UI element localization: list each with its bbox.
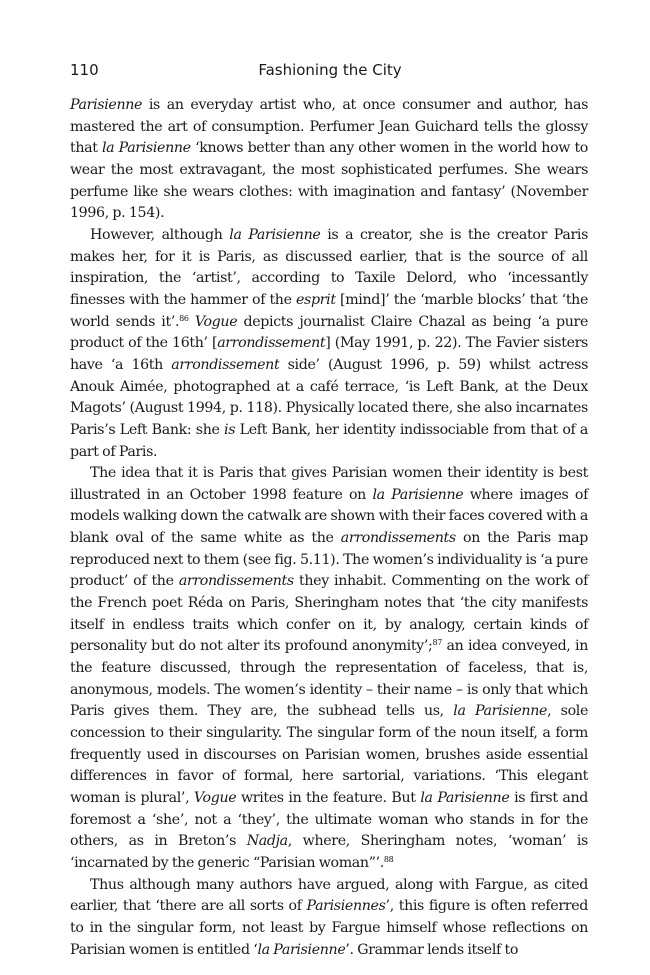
paragraph bbox=[70, 875, 588, 962]
body-text bbox=[70, 95, 588, 961]
italic-text: la Parisienne bbox=[372, 486, 464, 503]
italic-text: la Parisienne bbox=[229, 226, 321, 243]
italic-text: Vogue bbox=[194, 313, 238, 330]
footnote-marker: 86 bbox=[179, 313, 189, 323]
text-run: depicts journalist Claire Chazal as being ‘a pure product of the 16th’ [ bbox=[70, 313, 588, 352]
paragraph bbox=[70, 225, 588, 463]
text-run: side’ (August 1996, p. 59) whilst actress Anouk Aimée, photographed at a café terrace, ‘is Left Bank, at the Deux Magots’ (August 1994, p. 118). Physically located there, she also incarnates Paris’s Left Bank: she bbox=[70, 356, 589, 438]
text-run: an idea conveyed, in the feature discussed, through the representation of faceless, that is, anonymous, models. The women’s identity – their name – is only that which Paris gives them. They are, the subhead tells us, bbox=[70, 638, 589, 720]
italic-text: Parisiennes bbox=[306, 898, 386, 915]
text-run: Left Bank, her identity indissociable from that of a part of Paris. bbox=[70, 421, 588, 460]
text-run: ’, this figure is often referred to in the singular form, not least by Fargue himself whose reflections on Parisian women is entitled ‘ bbox=[70, 898, 588, 958]
text-run: ] (May 1991, p. 22). The Favier sisters have ‘a 16th bbox=[70, 335, 588, 373]
text-run: is first and foremost a ‘she’, not a ‘they’, the ultimate woman who stands in for the others, as in Breton’s bbox=[70, 790, 589, 850]
paragraph bbox=[70, 95, 588, 225]
text-run: where images of models walking down the catwalk are shown with their faces covered with a blank oval of the same white as the bbox=[70, 486, 588, 547]
italic-text: la Parisienne bbox=[420, 790, 510, 806]
italic-text: esprit bbox=[295, 291, 336, 308]
italic-text: arrondissement bbox=[217, 335, 326, 352]
running-title: Fashioning the City bbox=[258, 61, 402, 79]
text-run: is an everyday artist who, at once consumer and author, has mastered the art of consumption. Perfumer Jean Guichard tells the glossy that bbox=[70, 97, 588, 157]
text-run: Thus although many authors have argued, along with Fargue, as cited earlier, that ‘there are all sorts of bbox=[70, 876, 588, 915]
paragraph bbox=[70, 463, 588, 874]
italic-text: arrondissements bbox=[178, 573, 294, 590]
italic-text: la Parisienne bbox=[101, 140, 191, 157]
italic-text: la Parisienne bbox=[257, 941, 346, 958]
italic-text: Parisienne bbox=[70, 97, 143, 113]
text-run: writes in the feature. But bbox=[236, 790, 421, 806]
text-run: they inhabit. Commenting on the work of the French poet Réda on Paris, Sheringham notes that ‘the city manifests itself in endless traits which confer on it, by analogy, certain kinds of personality but do not alter its profound anonymity’; bbox=[70, 573, 588, 655]
text-run: is a creator, she is the creator Paris makes her, for it is Paris, as discussed earlier, that is the source of all inspiration, the ‘artist’, according to Taxile Delord, who ‘incessantly finesses with the hammer of the bbox=[70, 226, 588, 308]
text-run: [mind]’ the ‘marble blocks’ that ‘the world sends it’. bbox=[70, 291, 588, 330]
text-run: The idea that it is Paris that gives Parisian women their identity is best illustrated in an October 1998 feature on bbox=[70, 465, 588, 503]
text-run: ‘knows better than any other women in the world how to wear the most extravagant, the most sophisticated perfumes. She wears perfume like she wears clothes: with imagination and fantasy’ (November 1996, p. 154). bbox=[70, 140, 588, 222]
italic-text: la Parisienne bbox=[453, 703, 548, 720]
text-run: on the Paris map reproduced next to them (see fig. 5.11). The women’s individuality is ‘a pure product’ of the bbox=[70, 530, 588, 590]
italic-text: Vogue bbox=[193, 790, 237, 806]
footnote-marker: 88 bbox=[383, 854, 394, 864]
text-run: , where, Sheringham notes, ‘woman’ is ‘incarnated by the generic “Parisian woman”’. bbox=[70, 833, 588, 871]
text-run: However, although bbox=[90, 226, 230, 243]
italic-text: arrondissements bbox=[340, 530, 456, 547]
page-number: 110 bbox=[70, 61, 99, 79]
footnote-marker: 87 bbox=[432, 638, 442, 648]
italic-text: Nadja bbox=[246, 833, 288, 850]
text-run: , sole concession to their singularity. The singular form of the noun itself, a form frequently used in discourses on Parisian women, brushes aside essential differences in favor of formal, here sartorial, variations. ‘This elegant woman is plural’, bbox=[70, 703, 588, 806]
italic-text: arrondissement bbox=[171, 356, 280, 373]
italic-text: is bbox=[224, 421, 236, 438]
text-run: ’. Grammar lends itself to bbox=[345, 941, 519, 958]
